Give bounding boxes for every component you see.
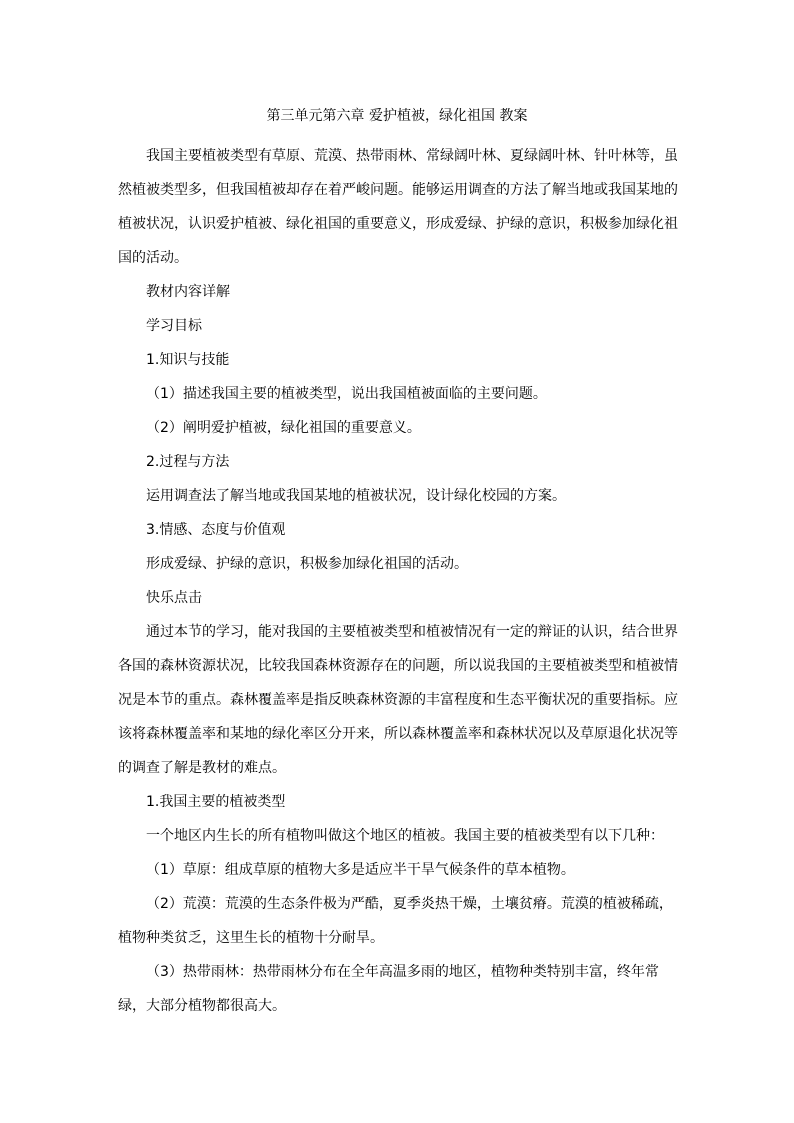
goal3-text: 形成爱绿、护绿的意识，积极参加绿化祖国的活动。 bbox=[146, 556, 468, 572]
goal1-item2: （2）阐明爱护植被，绿化祖国的重要意义。 bbox=[146, 420, 421, 436]
section-heading-textbook: 教材内容详解 bbox=[146, 284, 230, 300]
vegetation-type-desert: （2）荒漠：荒漠的生态条件极为严酷，夏季炎热干燥，土壤贫瘠。荒漠的植被稀疏，植物种类贫乏，这里生长的植物十分耐旱。 bbox=[118, 896, 673, 946]
vegetation-type-rainforest: （3）热带雨林：热带雨林分布在全年高温多雨的地区，植物种类特别丰富，终年常绿，大部分植物都很高大。 bbox=[118, 964, 659, 1014]
vegetation-type-grassland: （1）草原：组成草原的植物大多是适应半干旱气候条件的草本植物。 bbox=[146, 862, 575, 878]
intro-paragraph: 我国主要植被类型有草原、荒漠、热带雨林、常绿阔叶林、夏绿阔叶林、针叶林等，虽然植被类型多，但我国植被却存在着严峻问题。能够运用调查的方法了解当地或我国某地的植被状况，认识爱护植被、绿化祖国的重要意义，形成爱绿、护绿的意识，积极参加绿化祖国的活动。 bbox=[118, 148, 678, 266]
document-title: 第三单元第六章 爱护植被，绿化祖国 教案 bbox=[266, 108, 528, 124]
goal2-text: 运用调查法了解当地或我国某地的植被状况，设计绿化校园的方案。 bbox=[146, 488, 566, 504]
goal3-heading: 3.情感、态度与价值观 bbox=[146, 522, 286, 538]
click-paragraph: 通过本节的学习，能对我国的主要植被类型和植被情况有一定的辩证的认识，结合世界各国的森林资源状况，比较我国森林资源存在的问题，所以说我国的主要植被类型和植被情况是本节的重点。森林覆盖率是指反映森林资源的丰富程度和生态平衡状况的重要指标。应该将森林覆盖率和某地的绿化率区分开来，所以森林覆盖率和森林状况以及草原退化状况等的调查了解是教材的难点。 bbox=[118, 624, 678, 776]
topic1-intro: 一个地区内生长的所有植物叫做这个地区的植被。我国主要的植被类型有以下几种： bbox=[146, 828, 664, 844]
goal2-heading: 2.过程与方法 bbox=[146, 454, 230, 470]
goal1-item1: （1）描述我国主要的植被类型，说出我国植被面临的主要问题。 bbox=[146, 386, 547, 402]
goal1-heading: 1.知识与技能 bbox=[146, 352, 230, 368]
topic1-heading: 1.我国主要的植被类型 bbox=[146, 794, 286, 810]
section-heading-goals: 学习目标 bbox=[146, 318, 202, 334]
section-heading-click: 快乐点击 bbox=[146, 590, 202, 606]
document-body bbox=[118, 139, 678, 1023]
